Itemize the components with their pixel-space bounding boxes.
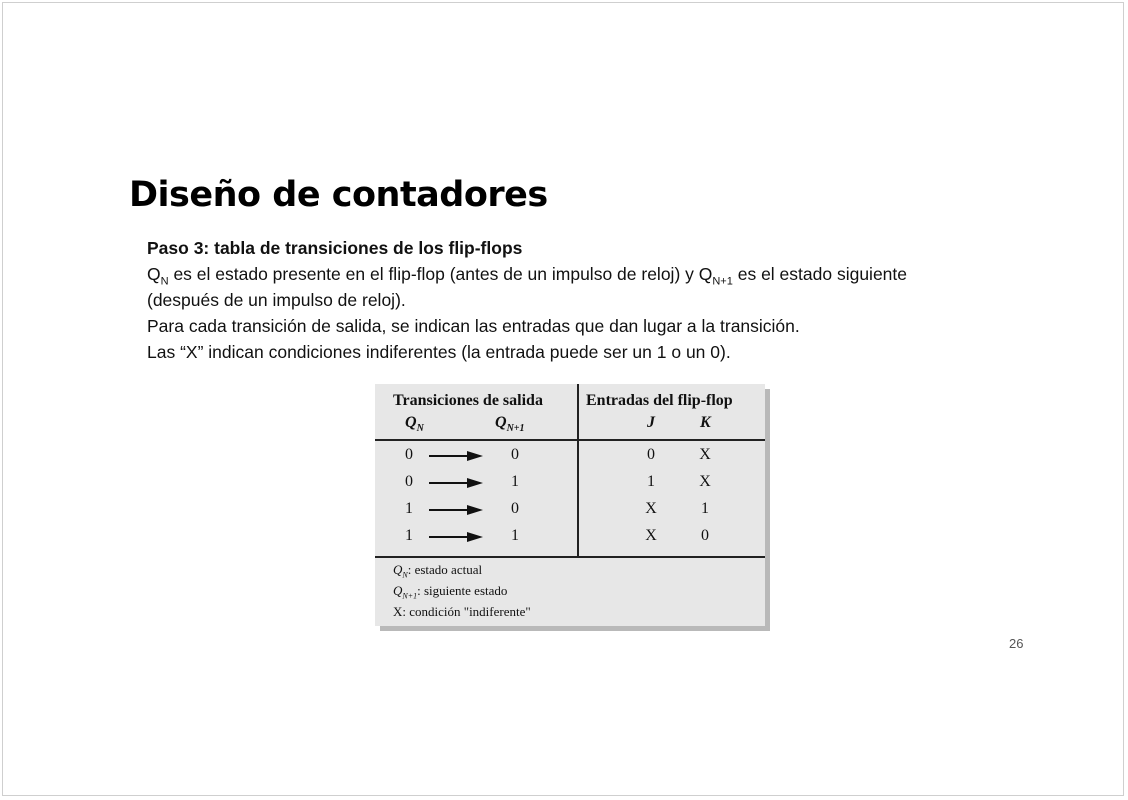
row-3-qn1: 0 xyxy=(511,500,519,517)
legend-divider xyxy=(375,556,765,558)
symbol-j: J xyxy=(647,414,655,431)
row-2-qn: 0 xyxy=(405,473,413,490)
header-divider xyxy=(375,439,765,441)
row-3-j: X xyxy=(645,500,657,517)
row-4-k: 0 xyxy=(701,527,709,544)
body-line-2: (después de un impulso de reloj). xyxy=(147,290,406,310)
header-output-transitions: Transiciones de salida xyxy=(393,392,543,409)
step-heading: Paso 3: tabla de transiciones de los flip-flops xyxy=(147,238,523,258)
row-1-j: 0 xyxy=(647,446,655,463)
slide xyxy=(2,2,1124,796)
slide-title: Diseño de contadores xyxy=(129,175,548,215)
symbol-qn: $Q_N$ xyxy=(405,414,424,435)
row-4-qn1: 1 xyxy=(511,527,519,544)
arrow-icon xyxy=(429,532,483,542)
arrow-icon xyxy=(429,505,483,515)
row-2-qn1: 1 xyxy=(511,473,519,490)
legend-current-state: $Q_N$: estado actual xyxy=(393,562,483,580)
row-1-qn1: 0 xyxy=(511,446,519,463)
arrow-icon xyxy=(429,451,483,461)
legend-next-state: $Q_{N+1}$: siguiente estado xyxy=(393,583,508,601)
symbol-k: K xyxy=(700,414,711,431)
header-flipflop-inputs: Entradas del flip-flop xyxy=(586,392,733,409)
row-4-j: X xyxy=(645,527,657,544)
body-line-4: Las “X” indican condiciones indiferentes (la entrada puede ser un 1 o un 0). xyxy=(147,342,731,362)
row-1-qn: 0 xyxy=(405,446,413,463)
transition-table-figure xyxy=(375,384,765,626)
row-2-j: 1 xyxy=(647,473,655,490)
row-4-qn: 1 xyxy=(405,527,413,544)
slide-body xyxy=(147,235,967,365)
row-1-k: X xyxy=(699,446,711,463)
row-3-k: 1 xyxy=(701,500,709,517)
arrow-icon xyxy=(429,478,483,488)
body-line-1: $Q_N$ es el estado presente en el flip-flop (antes de un impulso de reloj) y $Q_{N+1}$ es el estado siguiente xyxy=(147,264,908,288)
column-divider xyxy=(577,384,579,558)
row-2-k: X xyxy=(699,473,711,490)
row-3-qn: 1 xyxy=(405,500,413,517)
legend-dont-care: X: condición "indiferente" xyxy=(393,604,531,619)
page-number: 26 xyxy=(1009,636,1024,651)
symbol-qn1: $Q_{N+1}$ xyxy=(495,414,525,435)
body-line-3: Para cada transición de salida, se indican las entradas que dan lugar a la transición. xyxy=(147,316,800,336)
